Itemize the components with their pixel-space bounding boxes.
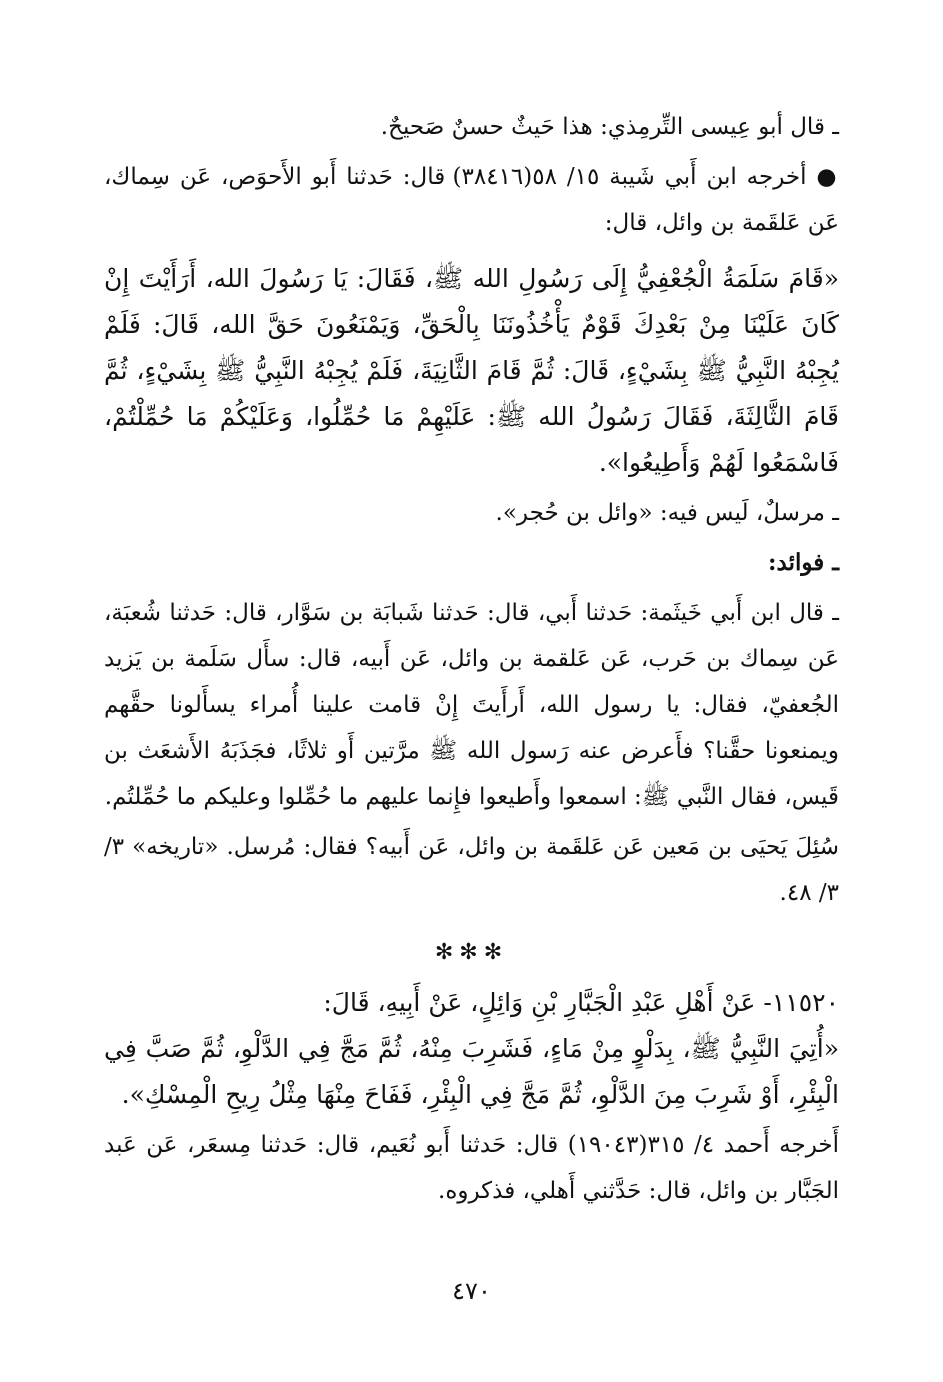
hadith-text-dalw: «أُتِيَ النَّبِيُّ ﷺ، بِدَلْوٍ مِنْ مَاءٍ، فَشَرِبَ مِنْهُ، ثُمَّ مَجَّ فِي الدَّلْوِ، ثُمَّ صَبَّ فِي الْبِئْرِ، أَوْ شَرِبَ مِنَ الدَّلْوِ، ثُمَّ مَجَّ فِي الْبِئْرِ، فَفَاحَ مِنْهَا مِثْلُ رِيحِ الْمِسْكِ». [104, 1034, 840, 1109]
hadith-text-salama: «قَامَ سَلَمَةُ الْجُعْفِيُّ إِلَى رَسُولِ الله ﷺ، فَقَالَ: يَا رَسُولَ الله، أَرَأَيْتَ إِنْ كَانَ عَلَيْنَا مِنْ بَعْدِكَ قَوْمٌ يَأْخُذُونَنَا بِالْحَقِّ، وَيَمْنَعُونَ حَقَّ الله، قَالَ: فَلَمْ يُجِبْهُ النَّبِيُّ ﷺ بِشَيْءٍ، قَالَ: ثُمَّ قَامَ الثَّانِيَةَ، فَلَمْ يُجِبْهُ النَّبِيُّ ﷺ بِشَيْءٍ، ثُمَّ قَامَ الثَّالِثَةَ، فَقَالَ رَسُولُ الله ﷺ: عَلَيْهِمْ مَا حُمِّلُوا، وَعَلَيْكُمْ مَا حُمِّلْتُمْ، فَاسْمَعُوا لَهُمْ وَأَطِيعُوا». [104, 264, 839, 477]
section-separator: ✻✻✻ [434, 940, 509, 965]
takhrij-ibn-abi-shayba: ● أخرجه ابن أَبي شَيبة ١٥/ ٥٨(٣٨٤١٦) قال: حَدثنا أَبو الأَحوَص، عَن سِماك، عَن عَلقَمة بن وائل، قال: [104, 164, 840, 236]
tirmidhi-grading: ـ قال أبو عِيسى التِّرمِذي: هذا حَيثٌ حسنٌ صَحيحٌ. [380, 114, 839, 140]
hadith-heading-11520: ١١٥٢٠- عَنْ أَهْلِ عَبْدِ الْجَبَّارِ بْنِ وَائِلٍ، عَنْ أَبِيهِ، قَالَ: [323, 988, 839, 1017]
mursal-note: ـ مرسلٌ، لَيس فيه: «وائل بن حُجر». [495, 500, 839, 526]
page-number: ٤٧٠ [452, 1277, 491, 1305]
fawaid-heading: ـ فوائد: [768, 549, 839, 576]
ibn-maeen-note: سُئِلَ يَحيَى بن مَعين عَن عَلقَمة بن وائل، عَن أَبيه؟ فقال: مُرسل. «تاريخه» ٣/ ٣/ ٤٨. [104, 834, 839, 906]
ibn-abi-khaythama-narration: ـ قال ابن أَبي خَيثَمة: حَدثنا أَبي، قال: حَدثنا شَبابَة بن سَوَّار، قال: حَدثنا شُعبَة، عَن سِماك بن حَرب، عَن عَلقمة بن وائل، عَن أَبيه، قال: سأَل سَلَمة بن يَزيد الجُعفيّ، فقال: يا رسول الله، أَرأَيتَ إِنْ قامت علينا أُمراء يسأَلونا حقَّهم ويمنعونا حقَّنا؟ فأَعرض عنه رَسول الله ﷺ مرَّتين أَو ثلاثًا، فجَذَبَهُ الأَشعَث بن قَيس، فقال النَّبي ﷺ: اسمعوا وأَطيعوا فإِنما عليهم ما حُمِّلوا وعليكم ما حُمِّلتُم. [104, 600, 839, 810]
takhrij-ahmad: أَخرجه أَحمد ٤/ ٣١٥(١٩٠٤٣) قال: حَدثنا أَبو نُعَيم، قال: حَدثنا مِسعَر، عَن عَبد الجَبَّار بن وائل، قال: حَدَّثني أَهلي، فذكروه. [104, 1132, 839, 1204]
